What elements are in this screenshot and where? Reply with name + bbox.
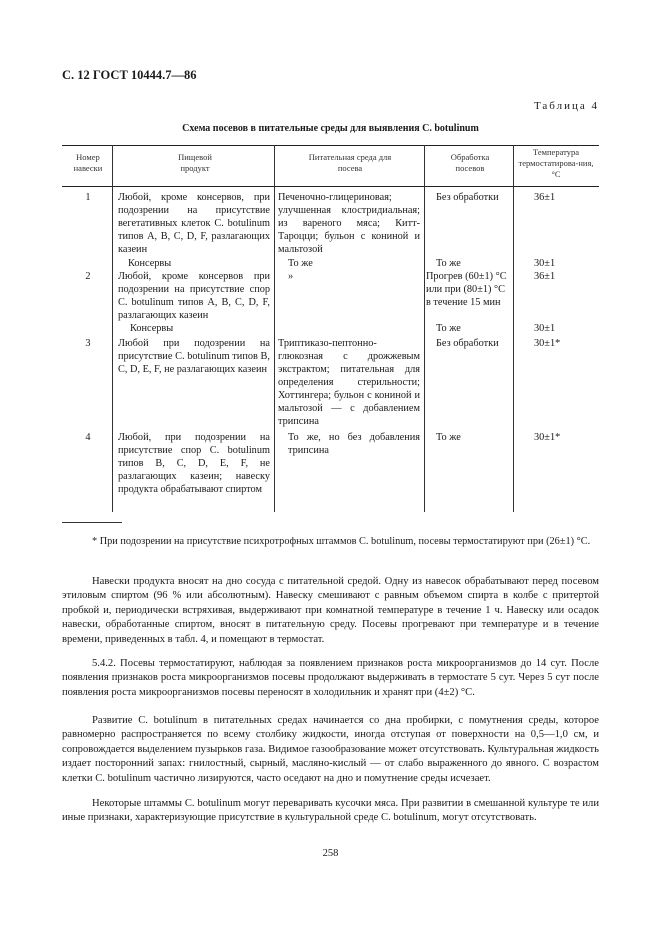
- body-paragraph: Навески продукта вносят на дно сосуда с питательной средой. Одну из навесок обрабатывают перед посевом этиловым спиртом (96 % или абсолютным). Навеску смешивают с равным объемом спирта в колбе с притертой пробкой и, периодически встряхивая, выдерживают при комнатной температуре в течение 1 ч. Навеску или осадок навески, обработанные спиртом, вносят в питательную среду. Посевы прогревают при температуре и в течение времени, приведенных в табл. 4, и помещают в термостат.: [62, 576, 599, 645]
- table-cell-temp: 30±1*: [534, 432, 561, 443]
- table-cell-temp: 30±1: [534, 323, 556, 334]
- table-cell-treatment: То же: [436, 432, 461, 443]
- body-paragraph: 5.4.2. Посевы термостатируют, наблюдая за появлением признаков роста микроорганизмов до 14 сут. После появления признаков роста микроорганизмов посевы продолжают выдерживать в термостате 5 сут. Через 5 сут после появления роста микроорганизмов посевы переносят в холодильник и хранят при (4±2) °С.: [62, 658, 599, 698]
- table-cell-treatment: То же: [436, 258, 461, 269]
- col-divider: [513, 145, 514, 512]
- table-cell-num: 2: [85, 271, 91, 282]
- table-cell-num: 1: [85, 192, 91, 203]
- table-cell-product: Консервы: [130, 323, 174, 334]
- page-number: 258: [322, 848, 339, 859]
- table-cell-medium: То же: [288, 258, 313, 269]
- table-cell-product: Любой, кроме консервов при подозрении на присутствие спор C. botulinum типов А, В, С, D, F, разлагающих казеин: [118, 271, 270, 321]
- table-cell-num: 3: [85, 338, 91, 349]
- footnote: * При подозрении на присутствие психротрофных штаммов C. botulinum, посевы термостатируют при (26±1) °С.: [92, 536, 591, 547]
- table-cell-treatment: То же: [436, 323, 461, 334]
- footnote-rule: [62, 522, 122, 523]
- table-cell-temp: 30±1: [534, 258, 556, 269]
- table-header-rule: [62, 186, 599, 187]
- table-cell-treatment: Без обработки: [436, 192, 499, 203]
- column-header: Температура термостатирова-ния, °С: [518, 147, 594, 179]
- table-cell-product: Любой, кроме консервов, при подозрении на присутствие вегетативных клеток C. botulinum типов А, В, С, D, F, разлагающих казеин: [118, 192, 270, 255]
- table-cell-product: Консервы: [128, 258, 172, 269]
- table-cell-medium: Триптиказо-пептонно-глюкозная с дрожжевым экстрактом; питательная для определения стерильности; Хоттингера; бульон с кониной и мальтозой — с добавлением трипсина: [278, 338, 420, 427]
- table-cell-num: 4: [85, 432, 91, 443]
- table-cell-product: Любой при подозрении на присутствие C. botulinum типов В, С, D, E, F, не разлагающих казеин: [118, 338, 270, 375]
- page-header: С. 12 ГОСТ 10444.7—86: [62, 68, 197, 82]
- col-divider: [424, 145, 425, 512]
- table-label: Таблица 4: [533, 100, 599, 112]
- table-top-rule: [62, 145, 599, 146]
- table-cell-temp: 30±1*: [534, 338, 561, 349]
- table-cell-treatment: Без обработки: [436, 338, 499, 349]
- table-cell-temp: 36±1: [534, 192, 556, 203]
- table-cell-treatment: Прогрев (60±1) °С или при (80±1) °С в течение 15 мин: [426, 271, 507, 308]
- table-cell-medium: »: [288, 271, 294, 282]
- table-cell-medium: Печеночно-глицериновая; улучшенная клостридиальная; из вареного мяса; Китт-Тароцци; бульон с кониной и мальтозой: [278, 192, 420, 255]
- col-divider: [274, 145, 275, 512]
- table-cell-product: Любой, при подозрении на присутствие спор C. botulinum типов В, С, D, E, F, не разлагающих казеин; навеску продукта обрабатывают спиртом: [118, 432, 270, 495]
- column-header: Обработка посевов: [450, 152, 490, 173]
- column-header: Пищевой продукт: [178, 152, 212, 173]
- body-paragraph: Развитие C. botulinum в питательных средах начинается со дна пробирки, с помутнения среды, которое равномерно распространяется по всему столбику жидкости, иногда отступая от поверхности на 0,5—1,0 см, и сопровождается выделением пузырьков газа. Видимое газообразование может отсутствовать. Культуральная жидкость издает посторонний запах: гнилостный, сырный, масляно-кислый — от слабо выраженного до явного. С возрастом клетки C. botulinum частично лизируются, часто оседают на дно и помутнение среды исчезает.: [62, 715, 599, 784]
- col-divider: [112, 145, 113, 512]
- table-title: Схема посевов в питательные среды для выявления C. botulinum: [182, 123, 479, 134]
- column-header: Номер навески: [73, 152, 103, 173]
- body-paragraph: Некоторые штаммы C. botulinum могут переваривать кусочки мяса. При развитии в смешанной культуре те или иные признаки, характеризующие присутствие в культуральной среде C. botulinum, могут отсутствовать.: [62, 798, 599, 824]
- table-cell-medium: То же, но без добавления трипсина: [288, 432, 420, 456]
- table-cell-temp: 36±1: [534, 271, 556, 282]
- column-header: Питательная среда для посева: [308, 152, 392, 173]
